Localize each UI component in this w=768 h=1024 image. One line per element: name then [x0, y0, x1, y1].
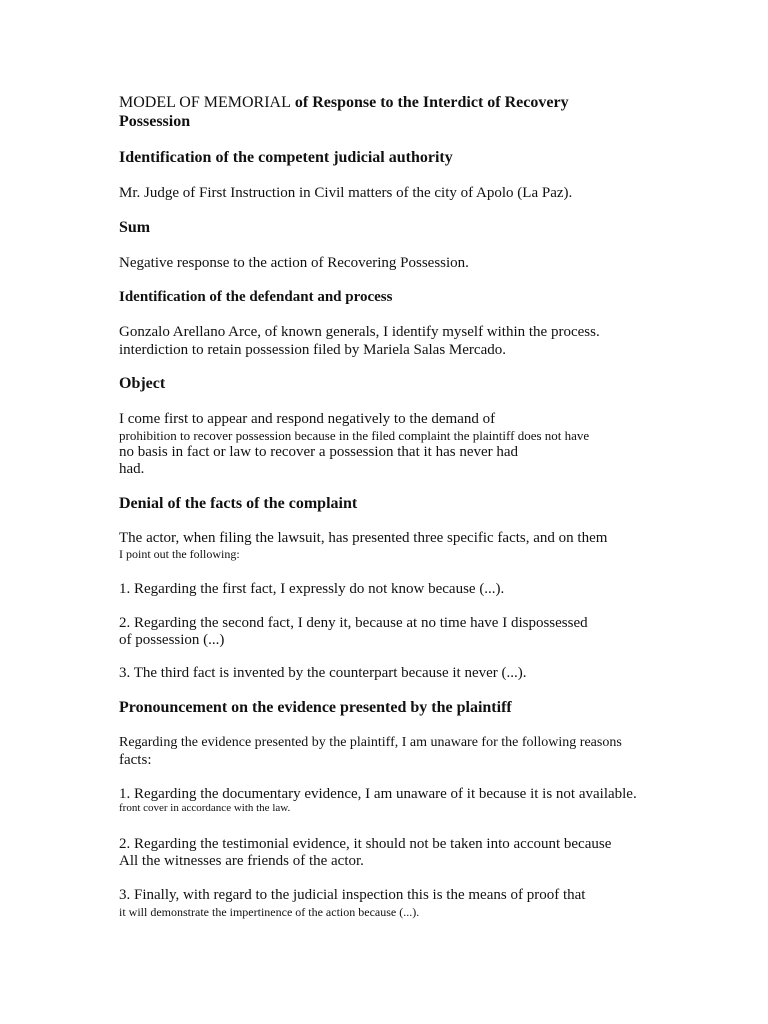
object-text-3: no basis in fact or law to recover a possession that it has never had [119, 444, 519, 460]
heading-sum: Sum [119, 219, 151, 236]
defendant-text-1: Gonzalo Arellano Arce, of known generals, I identify myself within the process. [119, 324, 600, 340]
evidence-intro-2: facts: [119, 752, 152, 768]
evidence-item-2b: All the witnesses are friends of the actor. [119, 853, 364, 869]
title-lead: MODEL OF MEMORIAL [119, 94, 291, 111]
evidence-item-2a: 2. Regarding the testimonial evidence, it should not be taken into account because [119, 836, 612, 852]
object-text-2: prohibition to recover possession because in the filed complaint the plaintiff does not have [119, 428, 590, 443]
heading-object: Object [119, 375, 166, 392]
title-rest: of Response to the Interdict of Recovery [290, 94, 569, 111]
authority-text: Mr. Judge of First Instruction in Civil matters of the city of Apolo (La Paz). [119, 185, 573, 201]
document-title [119, 95, 569, 111]
evidence-item-3b: it will demonstrate the impertinence of the action because (...). [119, 905, 420, 919]
denial-item-2b: of possession (...) [119, 632, 225, 648]
heading-authority: Identification of the competent judicial authority [119, 149, 453, 166]
evidence-intro-1: Regarding the evidence presented by the plaintiff, I am unaware for the following reasons [119, 735, 622, 750]
denial-item-3: 3. The third fact is invented by the counterpart because it never (...). [119, 665, 527, 681]
evidence-item-1a: 1. Regarding the documentary evidence, I am unaware of it because it is not available. [119, 786, 637, 802]
heading-defendant: Identification of the defendant and process [119, 289, 393, 305]
heading-denial: Denial of the facts of the complaint [119, 495, 358, 512]
evidence-item-1b: front cover in accordance with the law. [119, 802, 291, 814]
evidence-item-3a: 3. Finally, with regard to the judicial inspection this is the means of proof that [119, 887, 586, 903]
sum-text: Negative response to the action of Recovering Possession. [119, 255, 469, 271]
object-text-1: I come first to appear and respond negatively to the demand of [119, 411, 496, 427]
heading-evidence: Pronouncement on the evidence presented by the plaintiff [119, 699, 512, 716]
denial-item-1: 1. Regarding the first fact, I expressly do not know because (...). [119, 581, 505, 597]
object-text-4: had. [119, 461, 145, 477]
denial-item-2a: 2. Regarding the second fact, I deny it, because at no time have I dispossessed [119, 615, 588, 631]
denial-intro-1: The actor, when filing the lawsuit, has presented three specific facts, and on them [119, 530, 608, 546]
defendant-text-2: interdiction to retain possession filed by Mariela Salas Mercado. [119, 342, 506, 358]
denial-intro-2: I point out the following: [119, 547, 240, 561]
title-line-2: Possession [119, 113, 191, 130]
